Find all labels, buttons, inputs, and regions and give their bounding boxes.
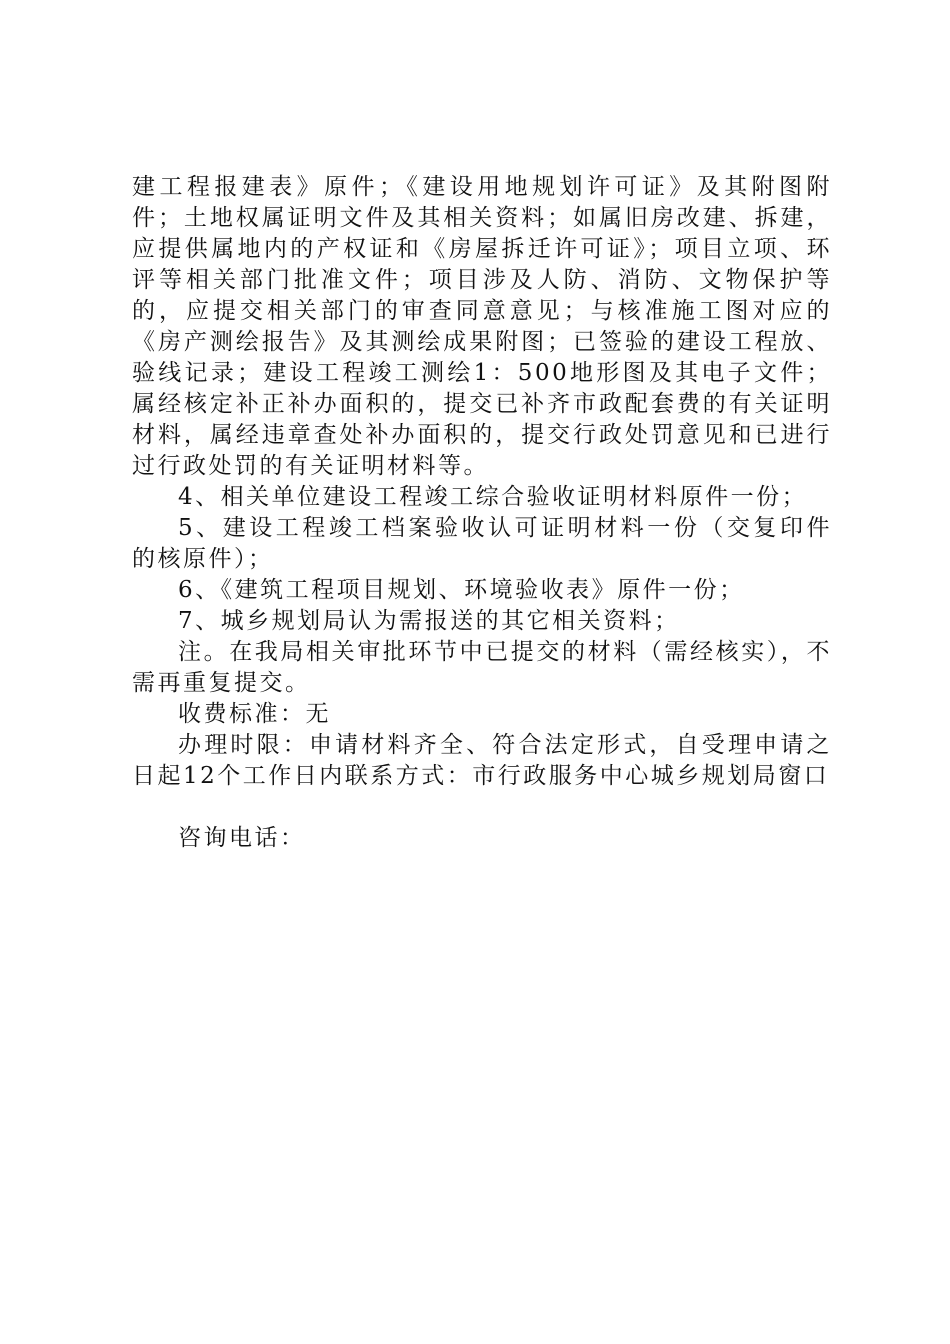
paragraph-consult-phone: 咨询电话： xyxy=(178,825,306,851)
blank-line xyxy=(132,792,832,823)
paragraph-note: 注。在我局相关审批环节中已提交的材料（需经核实），不需再重复提交。 xyxy=(132,639,832,696)
paragraph-item-6: 6、《建筑工程项目规划、环境验收表》原件一份； xyxy=(178,577,745,603)
paragraph-item-7: 7、城乡规划局认为需报送的其它相关资料； xyxy=(178,608,680,634)
paragraph-item-5: 5、建设工程竣工档案验收认可证明材料一份（交复印件的核原件）； xyxy=(132,515,832,572)
paragraph-materials-continued: 建工程报建表》原件；《建设用地规划许可证》及其附图附件；土地权属证明文件及其相关资料；如属旧房改建、拆建，应提供属地内的产权证和《房屋拆迁许可证》；项目立项、环评等相关部门批准文件；项目涉及人防、消防、文物保护等的，应提交相关部门的审查同意意见；与核准施工图对应的《房产测绘报告》及其测绘成果附图；已签验的建设工程放、验线记录；建设工程竣工测绘1：500地形图及其电子文件；属经核定补正补办面积的，提交已补齐市政配套费的有关证明材料，属经违章查处补办面积的，提交行政处罚意见和已进行过行政处罚的有关证明材料等。 xyxy=(132,174,832,479)
paragraph-processing-time: 办理时限：申请材料齐全、符合法定形式，自受理申请之日起12个工作日内联系方式：市行政服务中心城乡规划局窗口 xyxy=(132,732,832,789)
paragraph-item-4: 4、相关单位建设工程竣工综合验收证明材料原件一份； xyxy=(178,484,808,510)
document-body xyxy=(132,172,832,854)
paragraph-fee-standard: 收费标准：无 xyxy=(178,701,331,727)
